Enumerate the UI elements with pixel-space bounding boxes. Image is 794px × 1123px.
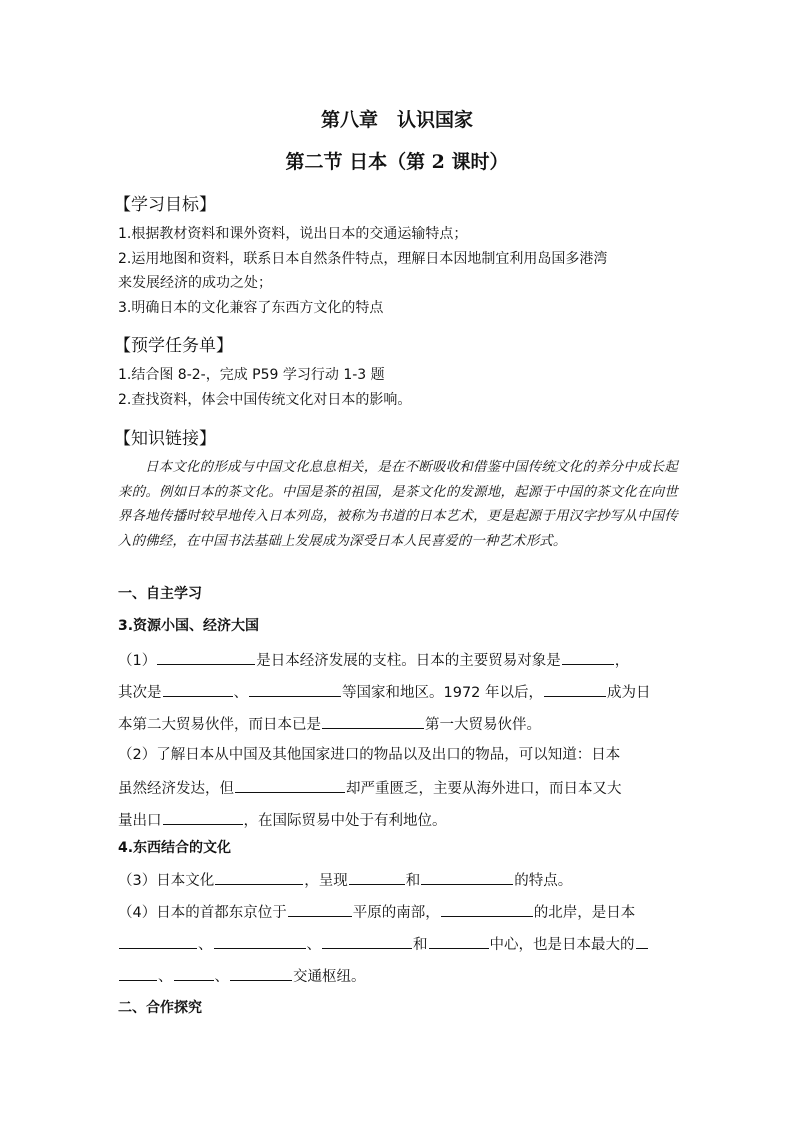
chapter-title: 第八章 认识国家 [320, 109, 473, 131]
objective-item: 1.根据教材资料和课外资料，说出日本的交通运输特点； [118, 226, 468, 242]
answer-blank[interactable] [288, 902, 352, 917]
question-1-line-3: 本第二大贸易伙伴，而日本已是 第一大贸易伙伴。 [118, 714, 541, 734]
cooperation-heading: 二、合作探究 [118, 1000, 202, 1016]
question-2-line-1: （2）了解日本从中国及其他国家进口的物品以及出口的物品，可以知道：日本 [118, 747, 621, 763]
preview-item: 2.查找资料，体会中国传统文化对日本的影响。 [118, 392, 412, 408]
answer-blank[interactable] [322, 934, 412, 949]
answer-blank[interactable] [441, 902, 533, 917]
topic-4-heading: 4.东西结合的文化 [118, 840, 232, 856]
question-4-line-3: 、 、 交通枢纽。 [118, 966, 366, 986]
preview-item: 1.结合图 8-2-，完成 P59 学习行动 1-3 题 [118, 367, 385, 383]
question-2-line-3: 量出口 ，在国际贸易中处于有利地位。 [118, 810, 447, 830]
self-study-heading: 一、自主学习 [118, 586, 202, 602]
answer-blank[interactable] [429, 934, 489, 949]
question-1-line-2: 其次是 、 等国家和地区。1972 年以后， 成为日 [118, 682, 651, 702]
answer-blank[interactable] [163, 810, 243, 825]
answer-blank[interactable] [235, 778, 345, 793]
answer-blank[interactable] [119, 934, 197, 949]
objective-item: 来发展经济的成功之处； [118, 275, 272, 291]
answer-blank[interactable] [163, 682, 233, 697]
objective-item: 2.运用地图和资料，联系日本自然条件特点，理解日本因地制宜利用岛国多港湾 [118, 251, 608, 267]
lesson-title: 第二节 日本（第 2 课时） [285, 151, 509, 173]
answer-blank[interactable] [157, 650, 255, 665]
answer-blank[interactable] [215, 870, 303, 885]
answer-blank[interactable] [544, 682, 606, 697]
answer-blank[interactable] [174, 966, 214, 981]
answer-blank[interactable] [349, 870, 405, 885]
question-3: （3）日本文化 ，呈现 和 的特点。 [118, 870, 572, 890]
knowledge-heading: 【知识链接】 [114, 429, 216, 449]
answer-blank[interactable] [249, 682, 341, 697]
answer-blank[interactable] [421, 870, 513, 885]
question-4-line-1: （4）日本的首都东京位于 平原的南部， 的北岸，是日本 [118, 902, 635, 922]
question-4-line-2: 、 、 和 中心，也是日本最大的 [118, 934, 649, 954]
topic-3-heading: 3.资源小国、经济大国 [118, 618, 260, 634]
answer-blank[interactable] [562, 650, 614, 665]
answer-blank[interactable] [636, 934, 648, 949]
answer-blank[interactable] [119, 966, 157, 981]
objective-item: 3.明确日本的文化兼容了东西方文化的特点 [118, 300, 384, 316]
answer-blank[interactable] [214, 934, 306, 949]
answer-blank[interactable] [230, 966, 292, 981]
question-2-line-2: 虽然经济发达，但 却严重匮乏，主要从海外进口，而日本又大 [118, 778, 622, 798]
question-1-line-1: （1） 是日本经济发展的支柱。日本的主要贸易对象是 ， [118, 650, 629, 670]
objectives-heading: 【学习目标】 [114, 195, 216, 215]
preview-heading: 【预学任务单】 [114, 336, 233, 356]
answer-blank[interactable] [322, 714, 424, 729]
knowledge-paragraph: 日本文化的形成与中国文化息息相关，是在不断吸收和借鉴中国传统文化的养分中成长起来的。例如日本的茶文化。中国是茶的祖国，是茶文化的发源地，起源于中国的茶文化在向世界各地传播时较早地传入日本列岛，被称为书道的日本艺术，更是起源于用汉字抄写从中国传入的佛经，在中国书法基础上发展成为深受日本人民喜爱的一种艺术形式。 [118, 460, 678, 549]
